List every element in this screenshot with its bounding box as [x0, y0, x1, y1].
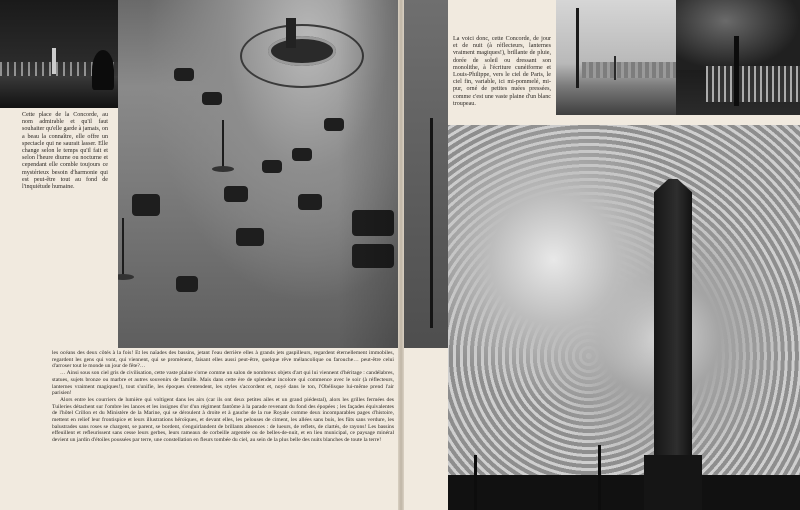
street-lamp-graphic: [222, 120, 224, 170]
body-paragraph: les océans des deux côtés à la fois! Et les naïades des bassins, jetant l'eau derrière elles à grands jets gaspilleurs, regardent éternellement immobiles, regardent les gens qui vont, qui viennent, qui se promènent, faisant elles aussi peut-être, quelque rêve mélancolique ou farouche… peut-être celui d'arroser tout le monde un jour de fête?…: [52, 350, 394, 370]
building-row-graphic: [582, 62, 676, 78]
car-graphic: [176, 276, 198, 292]
street-lamp-graphic: [598, 445, 601, 510]
page-gutter: [398, 0, 404, 510]
car-graphic: [262, 160, 282, 173]
ground-silhouette-graphic: [448, 475, 800, 510]
car-graphic: [202, 92, 222, 105]
car-graphic: [292, 148, 312, 161]
body-paragraph: … Ainsi sous son ciel gris de civilisation, cette vaste plaine s'orne comme un salon de nombreux objets d'art qui lui viennent d'héritage : candélabres, statues, sujets bronze ou marbre et autres souvenirs de famille. Mais dans cette ère de splendeur incolore qui commence avec le soir (à réflecteurs, lanternes vraiment magiques!), tout s'unifie, les époques s'entendent, les styles s'accordent et, noyé dans le ton, l'Obélisque lui-même prend l'air parisien!: [52, 370, 394, 397]
street-lamp-photo: [556, 0, 676, 115]
street-lamp-graphic: [122, 218, 124, 278]
obelisk-pedestal-graphic: [644, 455, 702, 510]
fountain-graphic: [268, 36, 336, 66]
left-caption: Cette place de la Concorde, au nom admirable et qu'il faut souhaiter qu'elle garde à jamais, on a beau la connaître, elle offre un spectacle qui ne saurait lasser. Elle change selon le temps qu'il fait et selon l'heure diurne ou nocturne et cependant elle comble toujours ce mystérieux besoin d'harmonie qui est peut-être tout au fond de l'inquiétude humaine.: [22, 112, 108, 191]
rainy-square-photo-right: [404, 0, 448, 348]
lamp-post-graphic: [576, 8, 579, 88]
fountain-column-graphic: [286, 18, 296, 48]
night-facade-photo: [676, 0, 800, 115]
street-lamp-graphic: [474, 455, 477, 510]
obelisk-sky-photo: [448, 125, 800, 510]
lamp-base-graphic: [118, 274, 134, 280]
car-graphic: [224, 186, 248, 202]
lamp-post-graphic: [614, 56, 616, 80]
article-body: [52, 350, 394, 444]
rainy-square-photo: [118, 0, 446, 348]
car-graphic: [236, 228, 264, 246]
night-skyline-photo: [0, 0, 118, 108]
obelisk-silhouette-graphic: [52, 48, 56, 74]
street-lamp-graphic: [430, 118, 433, 328]
car-graphic: [132, 194, 160, 216]
car-graphic: [174, 68, 194, 81]
body-paragraph: Alors entre les courriers de lumière qui voltigent dans les airs (car ils ont deux petites ailes et un grand piédestal), alors les grilles fermées des Tuileries détachent sur l'ombre les lances et les insignes d'or d'un régiment fantôme à la parade revenant du fond des épopées ; les façades équivalentes de l'hôtel Crillon et du Ministère de la Marine, qui se déroulent à droite et à gauche de la rue Royale comme deux incomparables pages d'histoire, mettent en relief leur frontispice et leurs illustrations héroïques, et devant elles, les pelouses de ciment, les allées sans buis, les fûts sans verdure, les balustrades sans roses se chargent, se parent, se bordent, s'enguirlandent de brillants absences : de lueurs, de reflets, de clartés, de rayons! Les bassins effeuillent et refleurissent sans cesse leurs gerbes, leurs rameaux de corbeille argentée ou de belles-de-nuit, et en lieu municipal, ce paysage minéral devient un jardin d'étoiles poussées par terre, une constellation en fleurs tombée du ciel, au sein de la plus belle des nuits blanches de toute la terre!: [52, 396, 394, 444]
car-graphic: [298, 194, 322, 210]
lit-facade-graphic: [706, 66, 800, 102]
right-caption: La voici donc, cette Concorde, de jour et de nuit (à réflecteurs, lanternes vraiment magiques!), brillante de pluie, dorée de soleil ou dressant son monolithe, à l'écriture cunéiforme et Louis-Philippe, vers le ciel de Paris, le ciel fin, variable, ici mi-pommelé, mi-pur, orné de petites nuées pressées, comme c'est une vaste plaine d'un blanc troupeau.: [453, 36, 551, 107]
lamp-base-graphic: [212, 166, 234, 172]
tree-silhouette-graphic: [92, 50, 114, 90]
tree-trunk-graphic: [734, 36, 739, 106]
